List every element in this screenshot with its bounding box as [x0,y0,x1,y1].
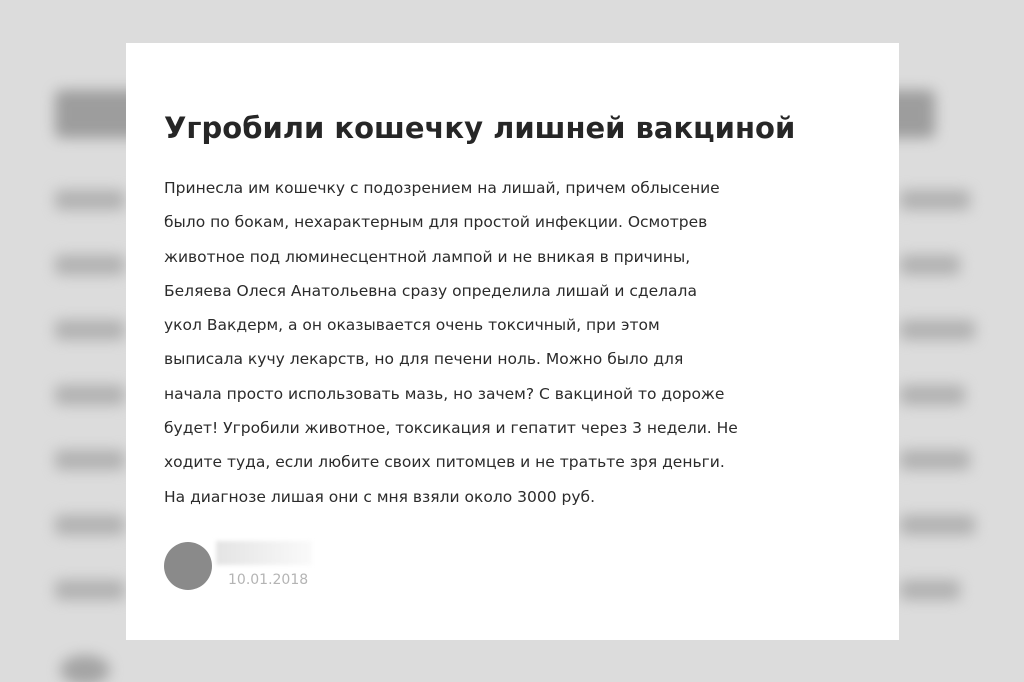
blurred-background-line [55,320,125,340]
blurred-background-line [55,515,125,535]
review-date: 10.01.2018 [228,572,309,588]
blurred-background-line [55,255,125,275]
review-text-line: было по бокам, нехарактерным для простой инфекции. Осмотрев [164,213,708,232]
avatar [164,542,212,590]
blurred-background-line [55,450,125,470]
blurred-background-line [900,190,970,210]
review-text-line: начала просто использовать мазь, но зачем? С вакциной то дороже [164,384,725,403]
review-text-line: укол Вакдерм, а он оказывается очень токсичный, при этом [164,316,660,335]
review-card [126,43,899,640]
blurred-background-line [55,580,125,600]
blurred-background-line [900,320,975,340]
blurred-background-line [900,515,975,535]
review-text [164,171,861,514]
blurred-background-avatar [60,655,110,682]
review-text-line: выписала кучу лекарств, но для печени ноль. Можно было для [164,350,684,369]
review-text-line: будет! Угробили животное, токсикация и гепатит через 3 недели. Не [164,419,738,438]
blurred-background-line [55,385,125,405]
review-title: Угробили кошечку лишней вакциной [164,111,796,145]
review-text-line: Беляева Олеся Анатольевна сразу определила лишай и сделала [164,281,697,300]
blurred-background-line [900,255,960,275]
blurred-background-line [900,385,965,405]
review-text-line: Принесла им кошечку с подозрением на лишай, причем облысение [164,179,720,197]
blurred-background-line [55,190,125,210]
review-author [164,541,564,601]
blurred-background-line [900,580,960,600]
blurred-background-line [900,450,970,470]
review-text-line: животное под люминесцентной лампой и не вникая в причины, [164,247,691,266]
review-text-line: На диагнозе лишая они с мня взяли около 3000 руб. [164,487,596,506]
review-text-line: ходите туда, если любите своих питомцев и не тратьте зря деньги. [164,453,725,472]
author-name-blurred [216,541,312,565]
